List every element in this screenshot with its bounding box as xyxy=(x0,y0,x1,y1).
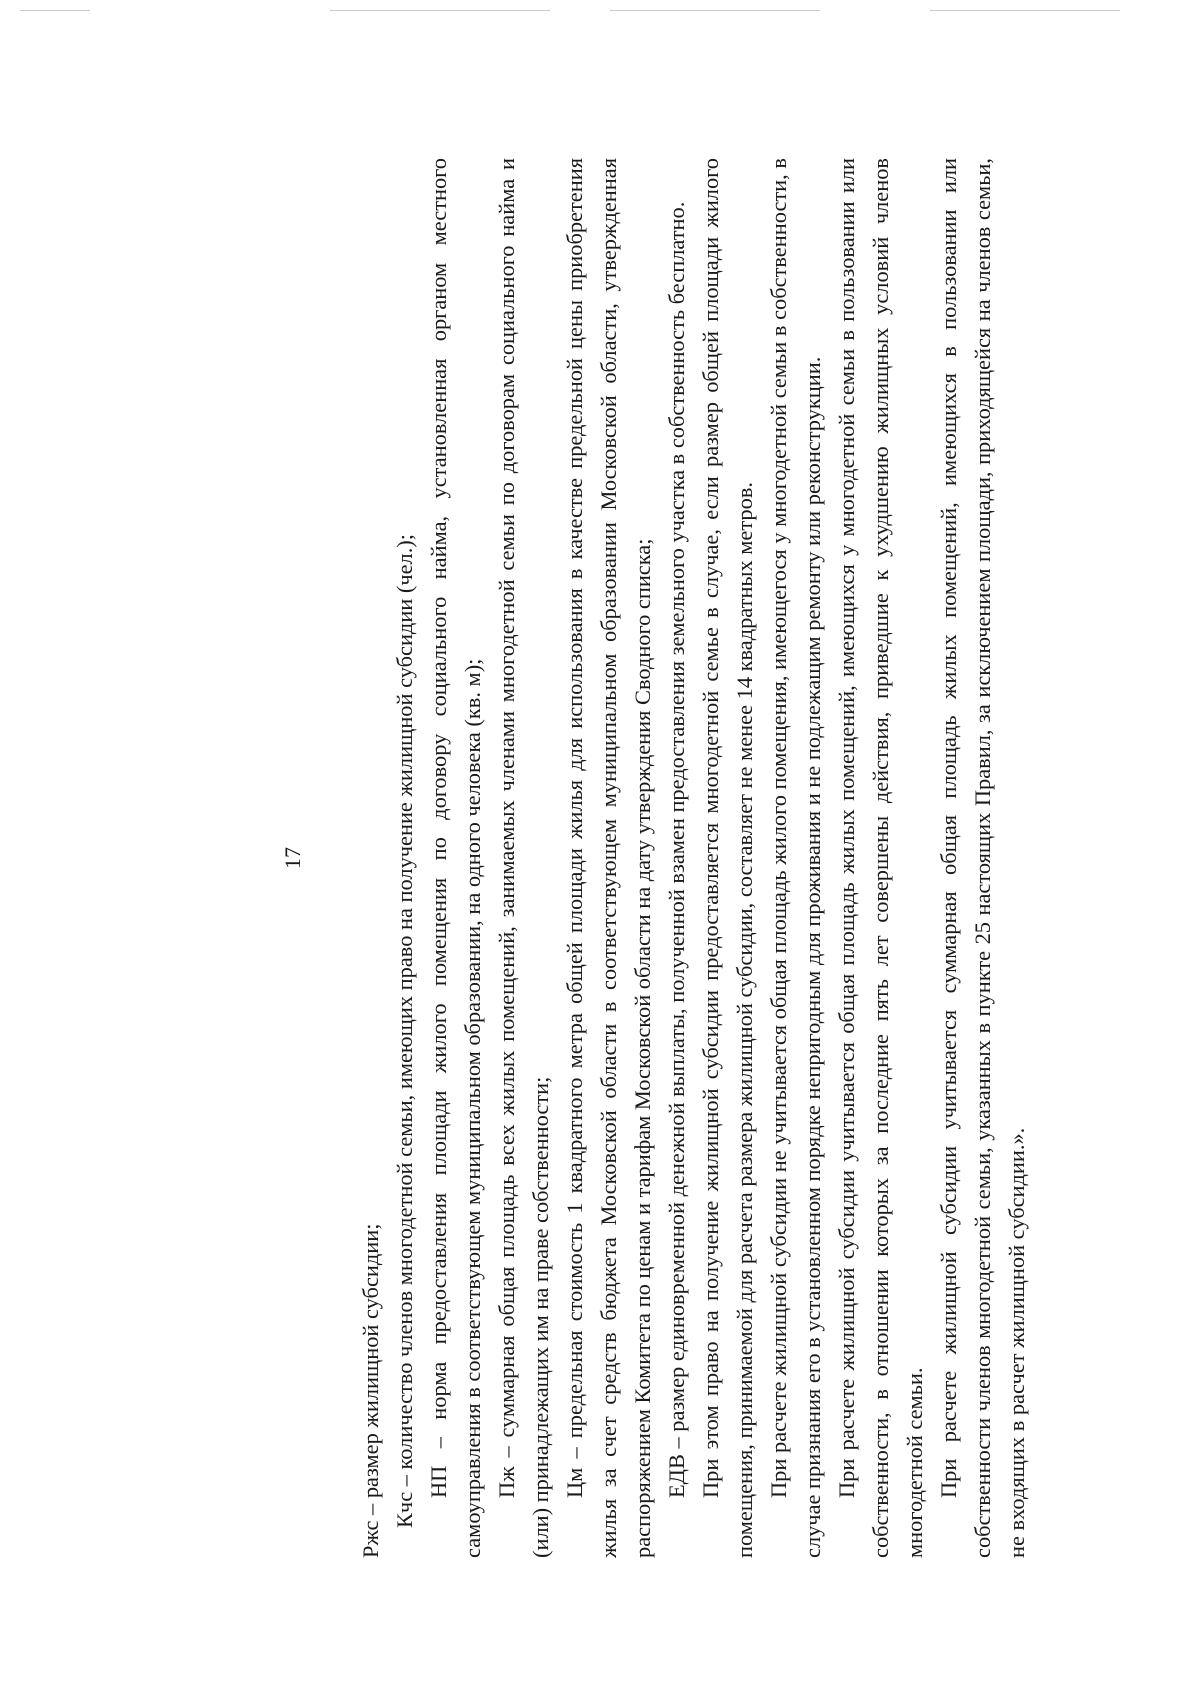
paragraph: При расчете жилищной субсидии не учитывается общая площадь жилого помещения, имеющегося у многодетной семьи в собственности, в случае признания его в установленном порядке непригодным для проживания и не подлежащим ремонту или реконструкции. xyxy=(766,158,825,1558)
scan-artifact xyxy=(930,10,1120,11)
paragraph: Цм – предельная стоимость 1 квадратного метра общей площади жилья для использования в качестве предельной цены приобретения жилья за счет средств бюджета Московской области в соответствующем муниципальном образовании Московской области, утвержденная распоряжением Комитета по ценам и тарифам Московской области на дату утверждения Сводного списка; xyxy=(562,158,655,1558)
paragraph: При расчете жилищной субсидии учитывается суммарная общая площадь жилых помещений, имеющихся в пользовании или собственности членов многодетной семьи, указанных в пункте 25 настоящих Правил, за исключением площади, приходящейся на членов семьи, не входящих в расчет жилищной субсидии.». xyxy=(936,158,1029,1558)
paragraph: При этом право на получение жилищной субсидии предоставляется многодетной семье в случае, если размер общей площади жилого помещения, принимаемой для расчета размера жилищной субсидии, составляет не менее 14 квадратных метров. xyxy=(698,158,757,1558)
paragraph: Ржс – размер жилищной субсидии; xyxy=(358,1223,383,1558)
paragraph: НП – норма предоставления площади жилого помещения по договору социального найма, установленная органом местного самоуправления в соответствующем муниципальном образовании, на одного человека (кв. м); xyxy=(426,158,485,1558)
rotated-content xyxy=(216,118,1200,1598)
page-number: 17 xyxy=(280,847,305,869)
scan-artifact xyxy=(610,10,820,11)
paragraph: Кчс – количество членов многодетной семьи, имеющих право на получение жилищной субсидии (чел.); xyxy=(392,534,417,1528)
scan-artifact xyxy=(20,10,90,11)
body-text xyxy=(354,158,1034,1558)
scan-artifact xyxy=(330,10,550,11)
paragraph: При расчете жилищной субсидии учитывается общая площадь жилых помещений, имеющихся у многодетной семьи в пользовании или собственности, в отношении которых за последние пять лет совершены действия, приведшие к ухудшению жилищных условий членов многодетной семьи. xyxy=(834,158,927,1558)
paragraph: ЕДВ – размер единовременной денежной выплаты, полученной взамен предоставления земельного участка в собственность бесплатно. xyxy=(664,201,689,1498)
document-sheet xyxy=(216,118,1200,1598)
paragraph: Пж – суммарная общая площадь всех жилых помещений, занимаемых членами многодетной семьи по договорам социального найма и (или) принадлежащих им на праве собственности; xyxy=(494,158,553,1558)
